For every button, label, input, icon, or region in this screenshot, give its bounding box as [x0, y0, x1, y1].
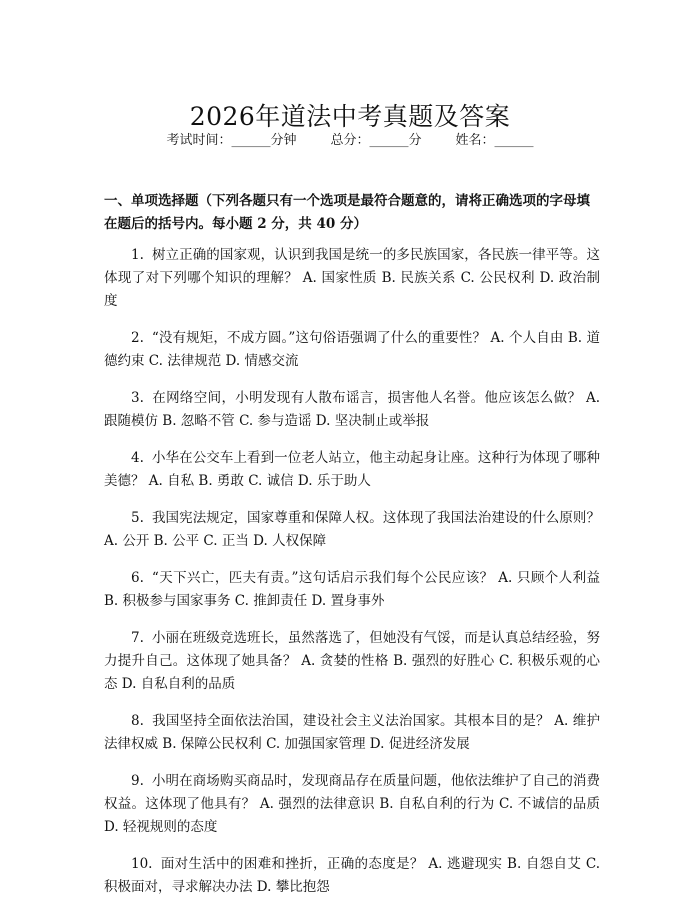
question-item — [104, 567, 600, 613]
question-text: 我国宪法规定，国家尊重和保障人权。这体现了我国法治建设的什么原则？ A. 公开 B. 公平 C. 正当 D. 人权保障 — [104, 510, 600, 549]
question-item — [104, 387, 600, 433]
question-number: 5. — [131, 510, 144, 526]
question-text: “天下兴亡，匹夫有责。”这句话启示我们每个公民应该？ A. 只顾个人利益 B. 积极参与国家事务 C. 推卸责任 D. 置身事外 — [104, 570, 600, 609]
question-text: 在网络空间，小明发现有人散布谣言，损害他人名誉。他应该怎么做？ A. 跟随模仿 B. 忽略不管 C. 参与造谣 D. 坚决制止或举报 — [104, 390, 600, 429]
question-number: 7. — [131, 630, 144, 646]
student-name-field: 姓名：______ — [455, 133, 534, 148]
total-score-field: 总分：______分 — [330, 133, 422, 148]
question-text: 树立正确的国家观，认识到我国是统一的多民族国家，各民族一律平等。这体现了对下列哪个知识的理解？ A. 国家性质 B. 民族关系 C. 公民权利 D. 政治制度 — [104, 247, 600, 309]
question-number: 9. — [131, 773, 144, 789]
page-title: 2026年道法中考真题及答案 — [189, 101, 511, 131]
question-number: 2. — [131, 330, 144, 346]
question-text: 我国坚持全面依法治国，建设社会主义法治国家。其根本目的是？ A. 维护法律权威 B. 保障公民权利 C. 加强国家管理 D. 促进经济发展 — [104, 713, 600, 752]
question-text: 小明在商场购买商品时，发现商品存在质量问题，他依法维护了自己的消费权益。这体现了他具有？ A. 强烈的法律意识 B. 自私自利的行为 C. 不诚信的品质 D. 轻视规则的态度 — [104, 773, 600, 835]
question-text: 面对生活中的困难和挫折，正确的态度是？ A. 逃避现实 B. 自怨自艾 C. 积极面对，寻求解决办法 D. 攀比抱怨 — [104, 856, 600, 895]
question-number: 3. — [131, 390, 144, 406]
question-item — [104, 627, 600, 696]
question-list — [104, 244, 600, 913]
question-number: 4. — [131, 450, 144, 466]
question-number: 10. — [131, 856, 153, 872]
question-item — [104, 770, 600, 839]
question-number: 8. — [131, 713, 144, 729]
question-item — [104, 853, 600, 899]
question-text: 小华在公交车上看到一位老人站立，他主动起身让座。这种行为体现了哪种美德？ A. 自私 B. 勇敢 C. 诚信 D. 乐于助人 — [104, 450, 600, 489]
section-heading: 一、单项选择题（下列各题只有一个选项是最符合题意的，请将正确选项的字母填在题后的括号内。每小题 2 分，共 40 分） — [104, 193, 590, 232]
question-number: 1. — [131, 247, 144, 263]
question-item — [104, 447, 600, 493]
question-number: 6. — [131, 570, 144, 586]
exam-time-field: 考试时间：______分钟 — [166, 133, 297, 148]
question-item — [104, 710, 600, 756]
exam-meta-line — [0, 131, 700, 151]
question-item — [104, 327, 600, 373]
question-text: 小丽在班级竞选班长，虽然落选了，但她没有气馁，而是认真总结经验，努力提升自己。这体现了她具备？ A. 贪婪的性格 B. 强烈的好胜心 C. 积极乐观的心态 D. 自私自利的品质 — [104, 630, 600, 692]
question-text: “没有规矩，不成方圆。”这句俗语强调了什么的重要性？ A. 个人自由 B. 道德约束 C. 法律规范 D. 情感交流 — [104, 330, 600, 369]
question-item — [104, 507, 600, 553]
question-item — [104, 244, 600, 313]
